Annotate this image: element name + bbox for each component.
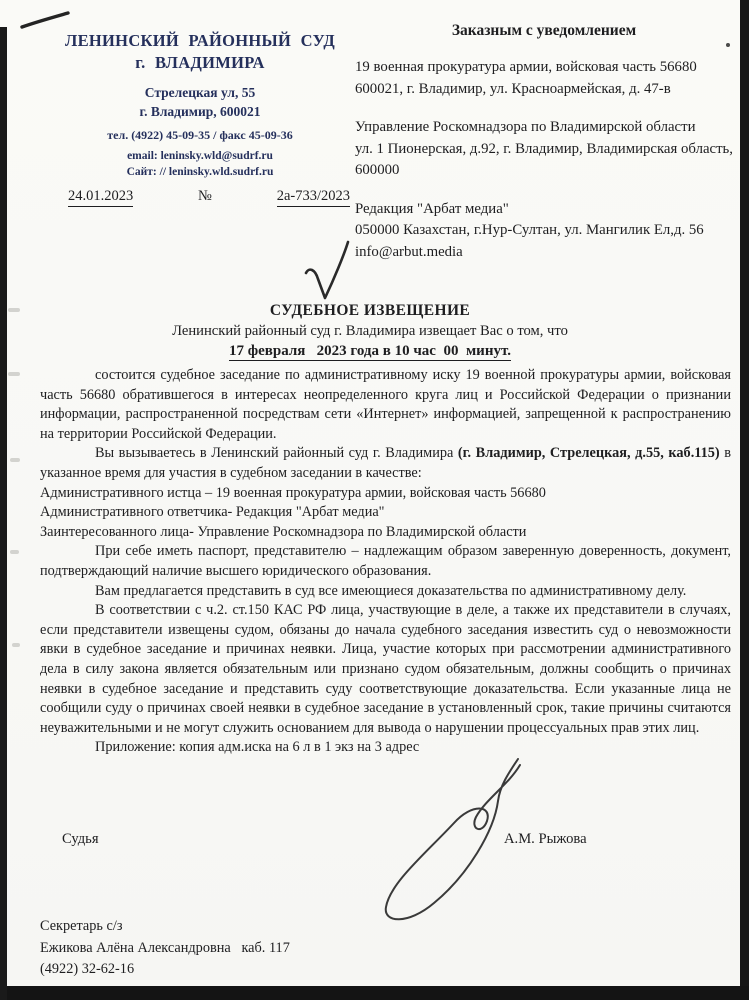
- secretary-label: Секретарь с/з: [40, 918, 123, 934]
- recipient-line: 19 военная прокуратура армии, войсковая часть 56680: [355, 59, 697, 75]
- secretary-name: Ежикова Алёна Александровна каб. 117: [40, 939, 290, 956]
- role-plaintiff: Административного истца – 19 военная прокуратура армии, войсковая часть 56680: [40, 484, 546, 501]
- scan-smudge: [10, 458, 20, 462]
- court-address-line2: г. Владимир, 600021: [139, 104, 261, 119]
- summons-text: Вы вызываетесь в Ленинский районный суд г. Владимира: [95, 445, 458, 462]
- notice-title: СУДЕБНОЕ ИЗВЕЩЕНИЕ: [269, 302, 471, 319]
- scan-border-right: [740, 0, 749, 1000]
- scan-smudge: [10, 550, 19, 554]
- number-sign: №: [198, 188, 212, 204]
- recipient-military-prosecutor: [355, 57, 733, 100]
- recipient-line: ул. 1 Пионерская, д.92, г. Владимир, Владимирская область, 600000: [355, 140, 733, 178]
- paragraph-kas-rf-rules: В соответствии с ч.2. ст.150 КАС РФ лица, участвующие в деле, а также их представители в случаях, если представители извещены судом, обязаны до начала судебного заседания известить суд о невозможности явки в судебное заседание и причинах неявки. Лица, участие которых при рассмотрении административного дела в силу закона является обязательным или признано судом обязательным, должны сообщить о причинах неявки в судебное заседание и представить суду соответствующие доказательства. Если указанные лица не сообщили суду о причинах своей неявки в судебное заседание в установленный срок, такие причины считаются неуважительными и не могут служить основанием для вывода о нарушении процессуальных прав этих лиц.: [40, 602, 731, 736]
- recipient-line: Редакция "Арбат медиа": [355, 200, 509, 217]
- document-date: 24.01.2023: [68, 188, 133, 207]
- role-defendant: Административного ответчика- Редакция "Арбат медиа": [40, 504, 385, 521]
- notice-intro: Ленинский районный суд г. Владимира извещает Вас о том, что: [172, 323, 568, 339]
- recipient-line: 050000 Казахстан, г.Нур-Султан, ул. Мангилик Ел,д. 56: [355, 222, 704, 238]
- judge-name: А.М. Рыжова: [504, 831, 587, 847]
- secretary-block: [40, 916, 290, 981]
- recipient-roskomnadzor: [355, 117, 733, 182]
- court-name-line2: г. ВЛАДИМИРА: [135, 53, 265, 72]
- paragraph-documents-required: При себе иметь паспорт, представителю – надлежащим образом заверенную доверенность, документ, подтверждающий наличие высшего юридического образования.: [40, 543, 731, 579]
- court-website: Сайт: // leninsky.wld.sudrf.ru: [126, 166, 274, 178]
- judge-label: Судья: [62, 831, 99, 847]
- recipient-line: info@arbut.media: [355, 243, 463, 260]
- scan-smudge: [8, 372, 20, 376]
- recipient-arbat-media: [355, 199, 733, 264]
- ink-dot-mark: [726, 43, 730, 47]
- notice-body: [40, 366, 731, 758]
- court-room-address: (г. Владимир, Стрелецкая, д.55, каб.115): [457, 445, 720, 462]
- attachment-line: Приложение: копия адм.иска на 6 л в 1 экз на 3 адрес: [95, 739, 420, 756]
- court-phone: тел. (4922) 45-09-35 / факс 45-09-36: [107, 128, 293, 142]
- court-letterhead: [40, 30, 360, 180]
- secretary-phone: (4922) 32-62-16: [40, 961, 135, 977]
- outgoing-date-row: [68, 188, 350, 207]
- paragraph-summons: [40, 444, 731, 483]
- delivery-method: Заказным с уведомлением: [451, 22, 637, 39]
- party-roles-list: [40, 484, 731, 543]
- paragraph-evidence: Вам предлагается представить в суд все имеющиеся доказательства по административному делу.: [95, 582, 687, 599]
- hearing-datetime: [0, 343, 740, 360]
- recipients-list: [355, 57, 733, 263]
- court-email: email: leninsky.wld@sudrf.ru: [127, 150, 273, 162]
- scan-smudge: [12, 643, 20, 647]
- case-number: 2а-733/2023: [277, 188, 350, 207]
- recipient-line: Управление Роскомнадзора по Владимирской области: [355, 119, 696, 135]
- paragraph-hearing-subject: состоится судебное заседание по административному иску 19 военной прокуратуры армии, войсковая часть 56680 обратившегося в интересах неопределенного круга лиц и Российской Федерации о признании информации, распространенной посредствам сети «Интернет» информацией, запрещенной к распространению на территории Российской Федерации.: [40, 367, 731, 442]
- hearing-datetime-text: 17 февраля 2023 года в 10 час 00 минут.: [229, 343, 511, 359]
- court-address-line1: Стрелецкая ул, 55: [144, 85, 256, 100]
- recipient-line: 600021, г. Владимир, ул. Красноармейская, д. 47-в: [355, 80, 671, 97]
- role-interested: Заинтересованного лица- Управление Роскомнадзора по Владимирской области: [40, 523, 527, 540]
- scan-border-left: [0, 27, 7, 1000]
- scan-border-bottom: [0, 986, 749, 1000]
- summons-text-tail: в указанное время для участия в судебном заседании в качестве:: [40, 445, 731, 481]
- court-name-line1: ЛЕНИНСКИЙ РАЙОННЫЙ СУД: [65, 31, 335, 50]
- handwritten-checkmark-icon: [299, 237, 355, 309]
